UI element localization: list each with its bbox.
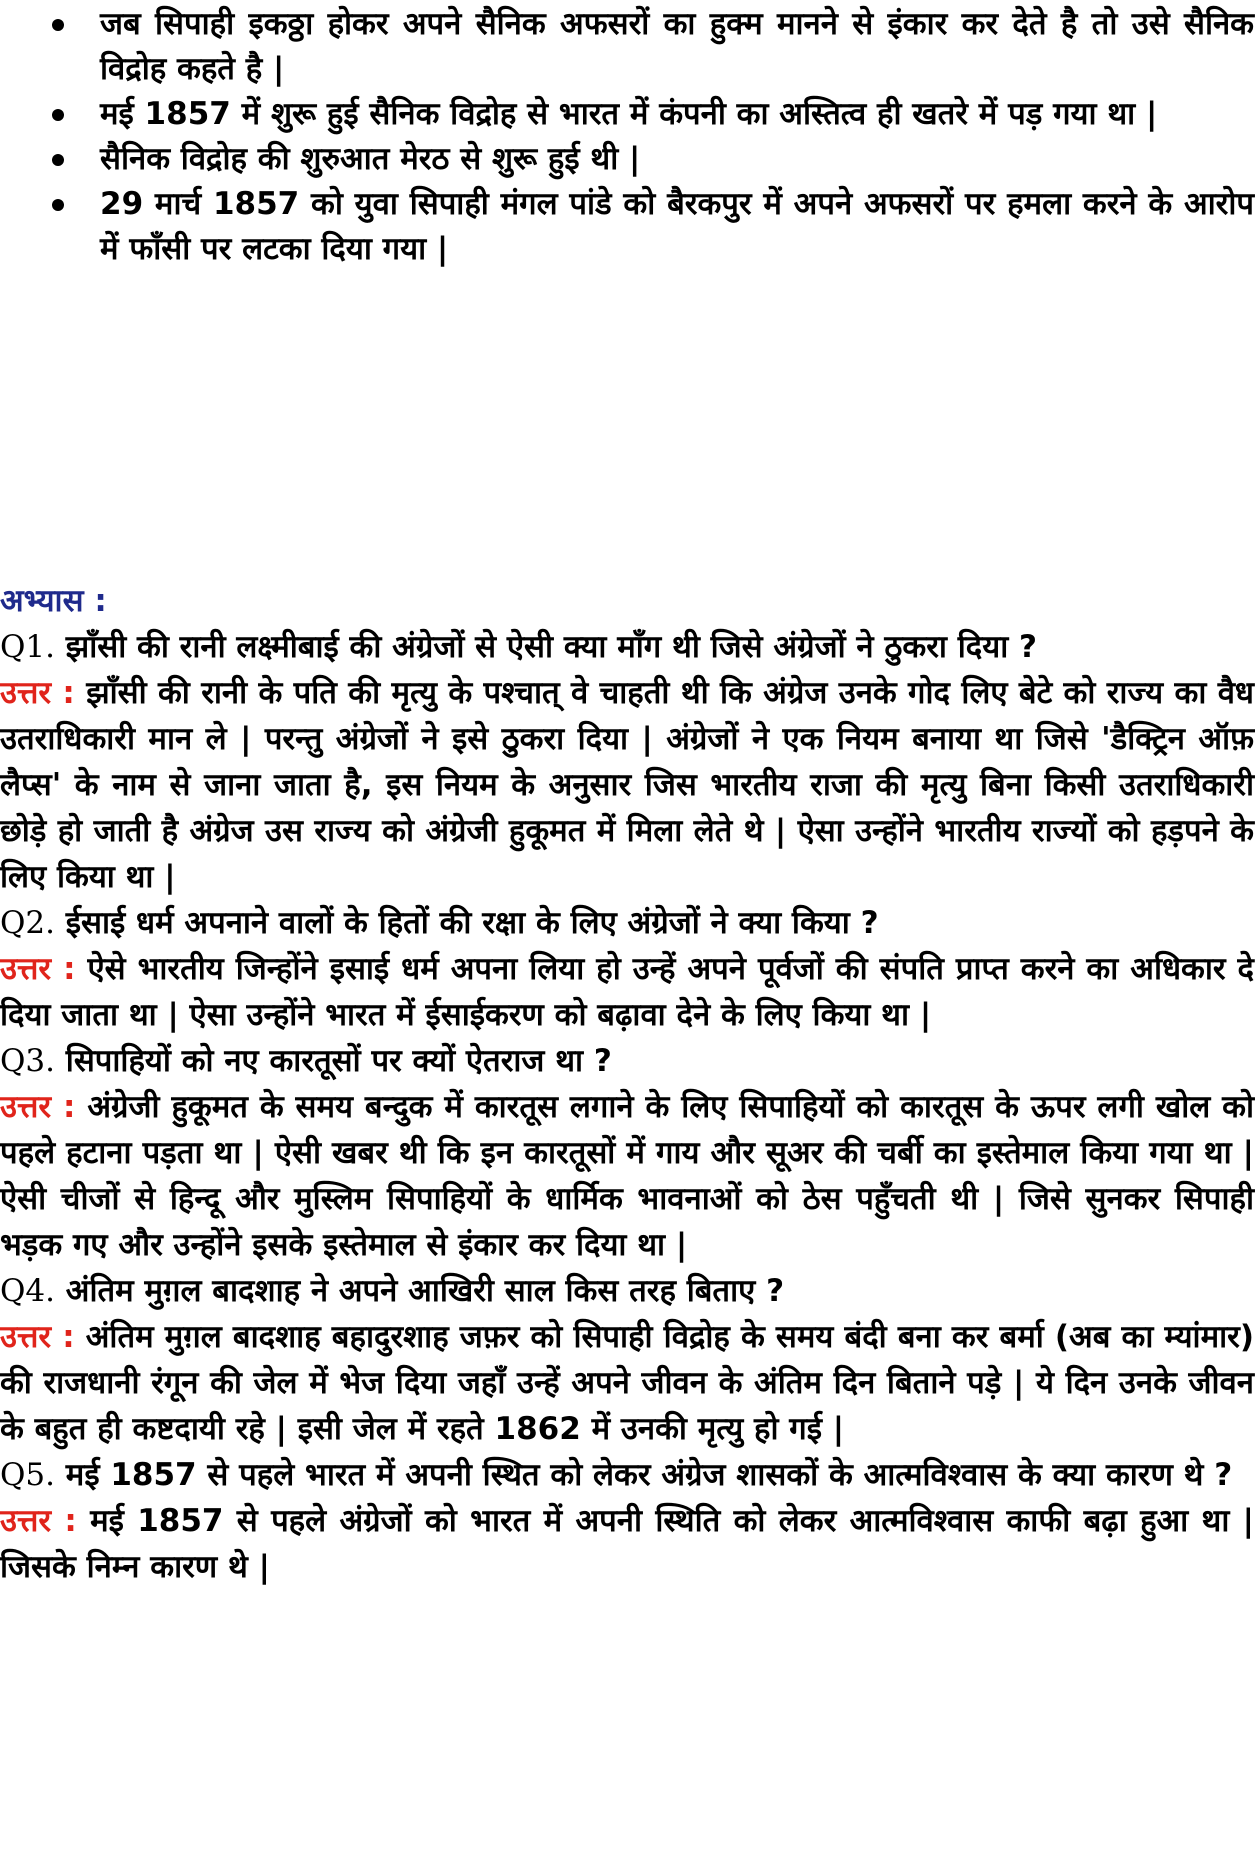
bullet-dot-icon — [52, 109, 64, 121]
question-number: Q3. — [0, 1043, 55, 1079]
bullet-text: जब सिपाही इकठ्ठा होकर अपने सैनिक अफसरों का हुक्म मानने से इंकार कर देते है तो उसे सैनिक विद्रोह कहते है | — [100, 6, 1254, 87]
question-number: Q2. — [0, 905, 55, 941]
bullet-item — [0, 92, 1258, 137]
qa-block-4 — [0, 1268, 1254, 1452]
summary-bullet-list — [0, 2, 1258, 272]
question — [0, 1038, 1254, 1084]
answer-label: उत्तर : — [0, 1319, 75, 1355]
answer-label: उत्तर : — [0, 1089, 76, 1125]
question-text: ईसाई धर्म अपनाने वालों के हितों की रक्षा के लिए अंग्रेजों ने क्या किया ? — [65, 905, 879, 941]
bullet-text: सैनिक विद्रोह की शुरुआत मेरठ से शुरू हुई थी | — [100, 141, 641, 177]
answer — [0, 1314, 1254, 1452]
question-number: Q4. — [0, 1273, 55, 1309]
bullet-item — [0, 182, 1258, 272]
exercise-heading: अभ्यास : — [0, 583, 107, 619]
bullet-item — [0, 2, 1258, 92]
question-text: झाँसी की रानी लक्ष्मीबाई की अंग्रेजों से ऐसी क्या माँग थी जिसे अंग्रेजों ने ठुकरा दिया ? — [65, 629, 1038, 665]
question-number: Q5. — [0, 1457, 55, 1493]
question — [0, 900, 1254, 946]
answer — [0, 670, 1254, 900]
answer-text: ऐसे भारतीय जिन्होंने इसाई धर्म अपना लिया हो उन्हें अपने पूर्वजों की संपति प्राप्त करने का अधिकार दे दिया जाता था | ऐसा उन्होंने भारत में ईसाईकरण को बढ़ावा देने के लिए किया था | — [0, 951, 1255, 1033]
answer — [0, 1498, 1254, 1590]
answer — [0, 946, 1254, 1038]
qa-block-1 — [0, 624, 1254, 900]
answer-label: उत्तर : — [0, 1503, 77, 1539]
exercise-section — [0, 578, 1254, 1590]
answer-text: मई 1857 से पहले अंग्रेजों को भारत में अपनी स्थिति को लेकर आत्मविश्वास काफी बढ़ा हुआ था | जिसके निम्न कारण थे | — [0, 1503, 1255, 1585]
qa-block-3 — [0, 1038, 1254, 1268]
bullet-dot-icon — [52, 154, 64, 166]
bullet-text: 29 मार्च 1857 को युवा सिपाही मंगल पांडे को बैरकपुर में अपने अफसरों पर हमला करने के आरोप में फाँसी पर लटका दिया गया | — [100, 186, 1254, 267]
answer — [0, 1084, 1254, 1268]
answer-text: झाँसी की रानी के पति की मृत्यु के पश्चात् वे चाहती थी कि अंग्रेज उनके गोद लिए बेटे को राज्य का वैध उतराधिकारी मान ले | परन्तु अंग्रेजों ने इसे ठुकरा दिया | अंग्रेजों ने एक नियम बनाया था जिसे 'डैक्ट्रिन ऑफ़ लैप्स' के नाम से जाना जाता है, इस नियम के अनुसार जिस भारतीय राजा की मृत्यु बिना किसी उतराधिकारी छोड़े हो जाती है अंग्रेज उस राज्य को अंग्रेजी हुकूमत में मिला लेते थे | ऐसा उन्होंने भारतीय राज्यों को हड़पने के लिए किया था | — [0, 675, 1254, 895]
qa-block-5 — [0, 1452, 1254, 1590]
bullet-text: मई 1857 में शुरू हुई सैनिक विद्रोह से भारत में कंपनी का अस्तित्व ही खतरे में पड़ गया था | — [100, 96, 1158, 132]
answer-text: अंतिम मुग़ल बादशाह बहादुरशाह जफ़र को सिपाही विद्रोह के समय बंदी बना कर बर्मा (अब का म्यांमार) की राजधानी रंगून की जेल में भेज दिया जहाँ उन्हें अपने जीवन के अंतिम दिन बिताने पड़े | ये दिन उनके जीवन के बहुत ही कष्टदायी रहे | इसी जेल में रहते 1862 में उनकी मृत्यु हो गई | — [0, 1319, 1254, 1447]
bullet-dot-icon — [52, 19, 64, 31]
question-text: अंतिम मुग़ल बादशाह ने अपने आखिरी साल किस तरह बिताए ? — [65, 1273, 785, 1309]
qa-block-2 — [0, 900, 1254, 1038]
answer-label: उत्तर : — [0, 675, 75, 711]
question — [0, 1268, 1254, 1314]
bullet-item — [0, 137, 1258, 182]
answer-label: उत्तर : — [0, 951, 76, 987]
bullet-dot-icon — [52, 199, 64, 211]
question — [0, 624, 1254, 670]
question-text: मई 1857 से पहले भारत में अपनी स्थित को लेकर अंग्रेज शासकों के आत्मविश्वास के क्या कारण थे ? — [65, 1457, 1233, 1493]
question-text: सिपाहियों को नए कारतूसों पर क्यों ऐतराज था ? — [65, 1043, 612, 1079]
question — [0, 1452, 1254, 1498]
question-number: Q1. — [0, 629, 55, 665]
answer-text: अंग्रेजी हुकूमत के समय बन्दुक में कारतूस लगाने के लिए सिपाहियों को कारतूस के ऊपर लगी खोल को पहले हटाना पड़ता था | ऐसी खबर थी कि इन कारतूसों में गाय और सूअर की चर्बी का इस्तेमाल किया गया था | ऐसी चीजों से हिन्दू और मुस्लिम सिपाहियों के धार्मिक भावनाओं को ठेस पहुँचती थी | जिसे सुनकर सिपाही भड़क गए और उन्होंने इसके इस्तेमाल से इंकार कर दिया था | — [0, 1089, 1255, 1263]
